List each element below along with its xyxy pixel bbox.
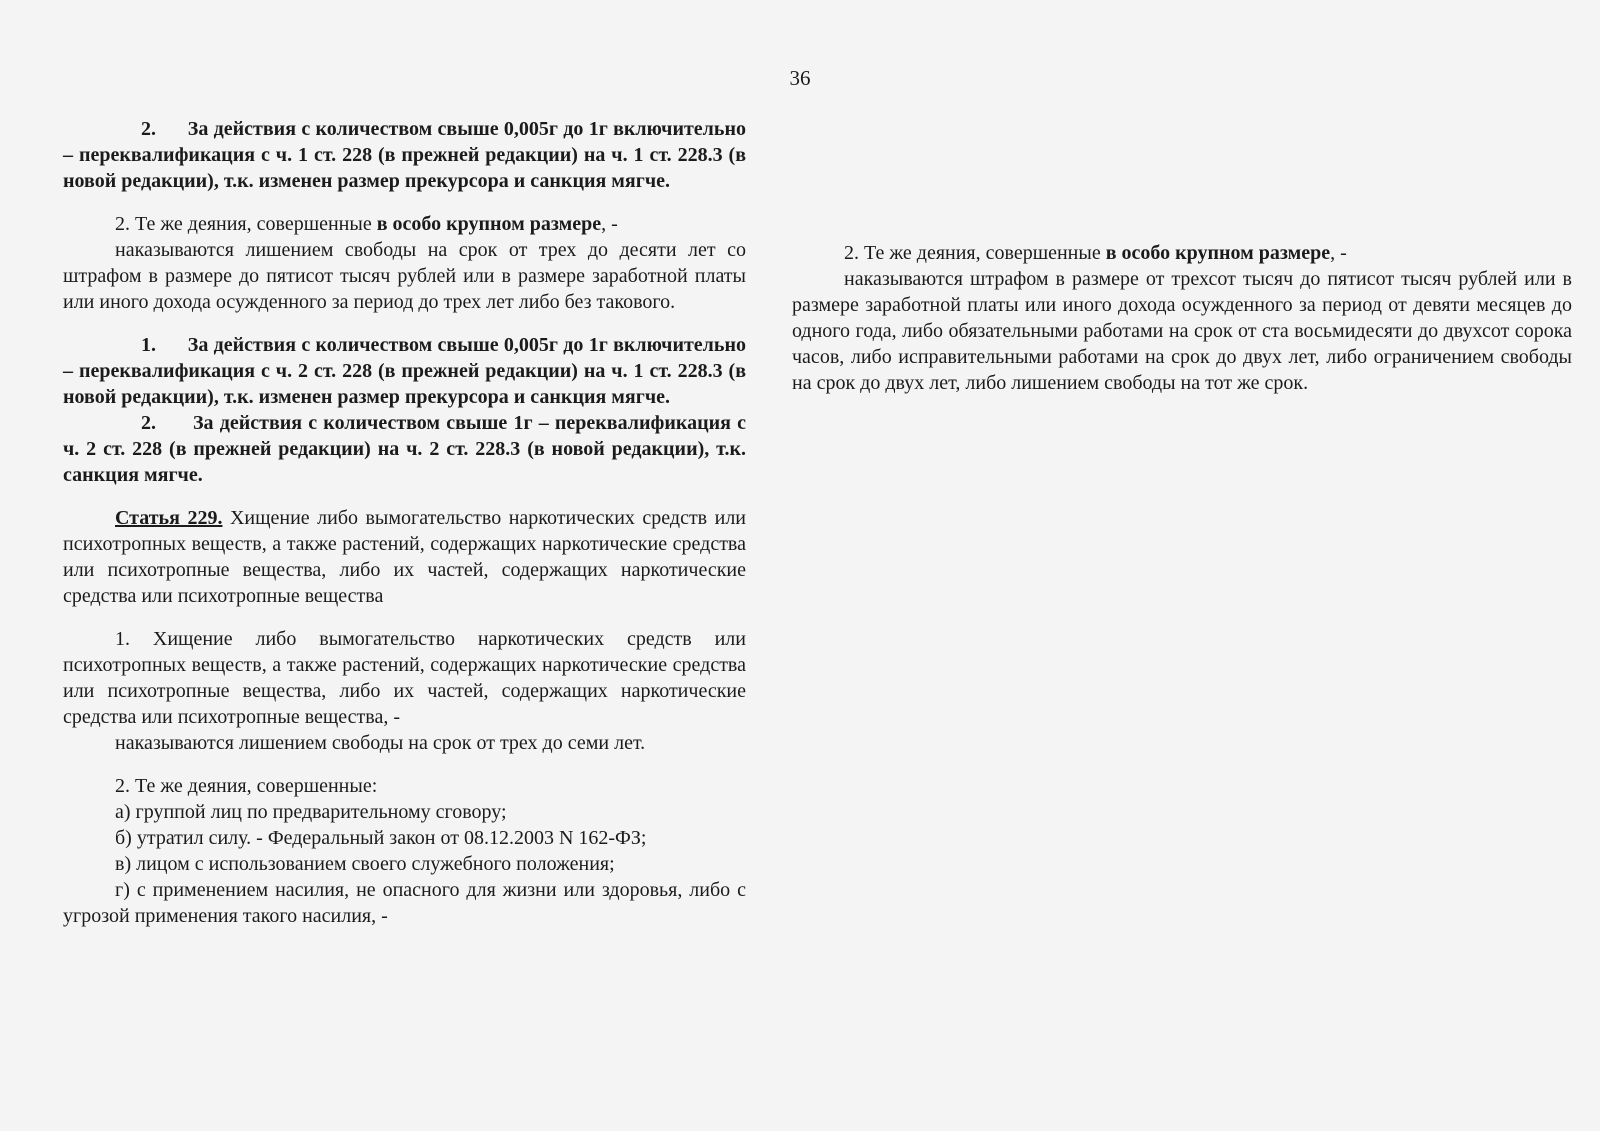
- law-paragraph-sanction: наказываются лишением свободы на срок от трех до десяти лет со штрафом в размере до пятисот тысяч рублей или в размере заработной платы или иного дохода осужденного за период до трех лет либо без такового.: [63, 239, 746, 313]
- article-label: Статья 229.: [115, 507, 223, 529]
- right-part2-text: 2. Те же деяния, совершенные: [844, 242, 1106, 264]
- note-paragraph-1: 2. За действия с количеством свыше 0,005г до 1г включительно – переквалификация с ч. 1 ст. 228 (в прежней редакции) на ч. 1 ст. 228.3 (в новой редакции), т.к. изменен размер прекурсора и санкция мягче.: [63, 118, 746, 192]
- part2-text: 2. Те же деяния, совершенные: [115, 213, 377, 235]
- article-title: Хищение либо вымогательство наркотических средств или психотропных веществ, а также растений, содержащих наркотические средства или психотропные вещества, либо их частей, содержащих наркотические средства или психотропные вещества: [63, 507, 746, 607]
- right-sanction: наказываются штрафом в размере от трехсот тысяч до пятисот тысяч рублей или в размере заработной платы или иного дохода осужденного за период от девяти месяцев до одного года, либо обязательными работами на срок от ста восьмидесяти до двухсот сорока часов, либо исправительными работами на срок до двух лет, либо ограничением свободы на срок до двух лет, либо лишением свободы на тот же срок.: [792, 268, 1572, 394]
- note-paragraph-2: 1. За действия с количеством свыше 0,005г до 1г включительно – переквалификация с ч. 2 ст. 228 (в прежней редакции) на ч. 1 ст. 228.3 (в новой редакции), т.к. изменен размер прекурсора и санкция мягче.: [63, 334, 746, 408]
- article-part2-item-d: г) с применением насилия, не опасного для жизни или здоровья, либо с угрозой применения такого насилия, -: [63, 879, 746, 927]
- article-heading: [63, 505, 746, 609]
- article-part2: 2. Те же деяния, совершенные:: [115, 775, 378, 797]
- right-column: [792, 240, 1572, 396]
- article-part1: 1. Хищение либо вымогательство наркотических средств или психотропных веществ, а также растений, содержащих наркотические средства или психотропные вещества, либо их частей, содержащих наркотические средства или психотропные вещества, -: [63, 628, 746, 728]
- page-number: 36: [789, 66, 811, 90]
- right-part2-dash: , -: [1330, 242, 1347, 264]
- right-part2: [792, 240, 1572, 266]
- left-column: [63, 116, 746, 929]
- right-part2-bold: в особо крупном размере: [1105, 242, 1331, 264]
- article-part2-item-b: б) утратил силу. - Федеральный закон от 08.12.2003 N 162-ФЗ;: [115, 827, 647, 849]
- part2-bold: в особо крупном размере: [376, 213, 602, 235]
- article-part2-item-c: в) лицом с использованием своего служебного положения;: [115, 853, 615, 875]
- law-paragraph-part2: [63, 211, 746, 237]
- article-part1-sanction: наказываются лишением свободы на срок от трех до семи лет.: [115, 732, 646, 754]
- part2-dash: , -: [601, 213, 618, 235]
- article-part2-item-a: а) группой лиц по предварительному сговору;: [115, 801, 507, 823]
- note-paragraph-3: 2. За действия с количеством свыше 1г – переквалификация с ч. 2 ст. 228 (в прежней редакции) на ч. 2 ст. 228.3 (в новой редакции), т.к. санкция мягче.: [63, 412, 746, 486]
